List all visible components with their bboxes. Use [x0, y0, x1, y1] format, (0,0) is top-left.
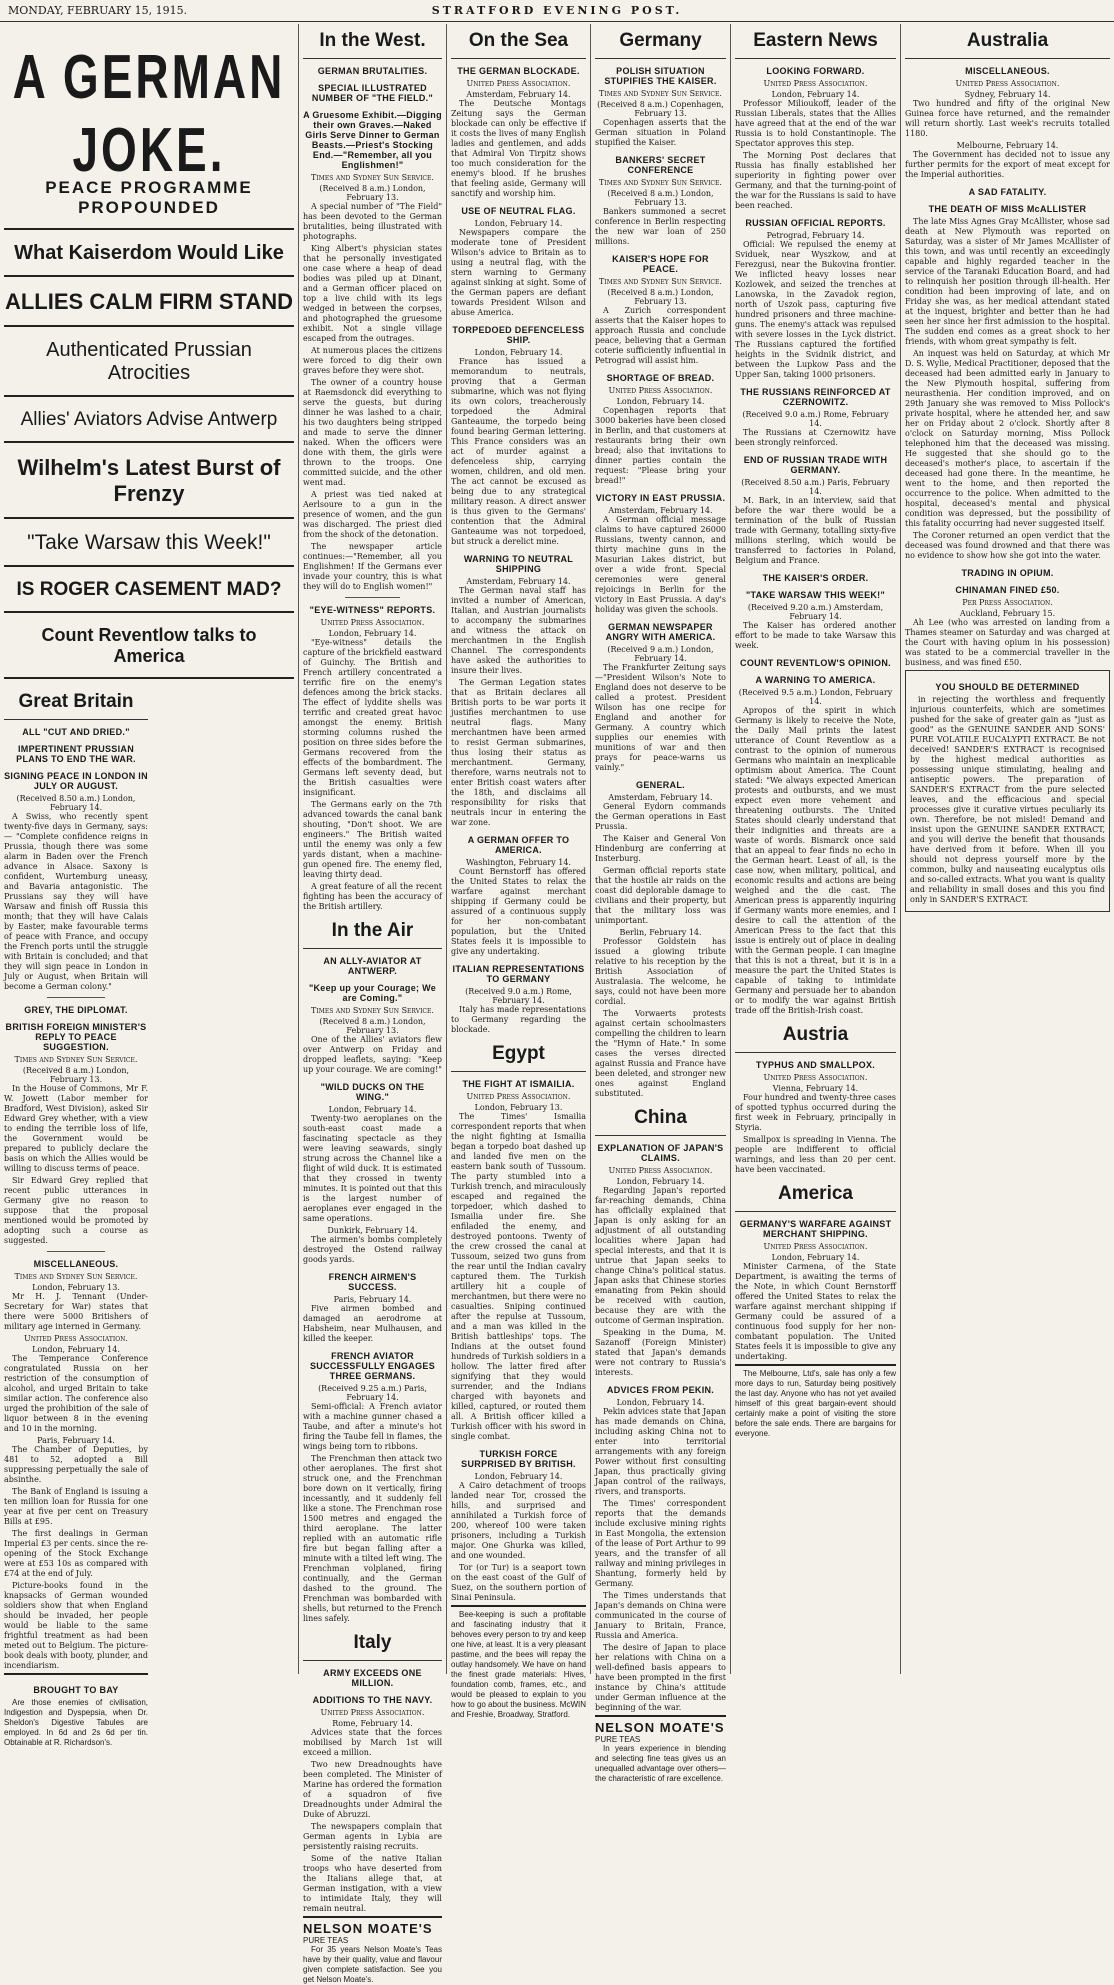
dateline: Vienna, February 14.	[772, 1084, 859, 1093]
article-text: A special number of "The Field" has been devoted to the German brutalities, being illustrated with photographs.	[303, 202, 442, 241]
article-text: Some of the native Italian troops who have deserted from the Italians allege that, at German instigation, with a view to intimidate Italy, they will remain neutral.	[303, 1854, 442, 1913]
article-text: A Cairo detachment of troops landed near Tor, crossed the hills, and surprised and annihilated a Turkish force of 200, whereof 100 were taken prisoners, including a Turkish major. One Ghurka was killed, and one wounded.	[451, 1481, 586, 1560]
byline: United Press Association.	[763, 79, 868, 88]
subhead: GREY, THE DIPLOMAT.	[24, 1005, 128, 1015]
byline: United Press Association.	[466, 79, 571, 88]
dateline: London, February 14.	[32, 1345, 120, 1354]
dateline: (Received 9.20 a.m.) Amsterdam, February 14.	[747, 603, 884, 621]
headline-casement: IS ROGER CASEMENT MAD?	[4, 573, 294, 613]
masthead	[0, 0, 1114, 22]
subhead: CHINAMAN FINED £50.	[955, 585, 1060, 595]
subhead: SPECIAL ILLUSTRATED NUMBER OF "THE FIELD."	[311, 83, 434, 103]
article-text: Apropos of the spirit in which Germany is likely to receive the Note, the Daily Mail prints the latest utterance of Count Reventlow as a contrast to the opinion of numerous Germans who maintain an inexplicable optimism about America. The Count stated: "We always expected American protests and outbursts, and we must expect even more vehement and threatening outbursts. The United States should clearly understand that their indignities and threats are a waste of words. Bismarck once said that an appeal to fear finds no echo in the German heart. Least of all, is the case now, when military, political, and economic results and actions are being weighed and the die cast. The American press is apparently inquiring if Germany wants more enemies, and I desire to call the attention of the American Press to the fact that this issue is entirely out of place in dealing with the German people. I can imagine that this is not a threat, but it is in a measure the part the United States is capable of taking to intimidate Germany and persuade her to abandon or to modify the war against British trade off the British-Irish coast.	[735, 706, 896, 1015]
ad-text: The Melbourne, Ltd's, sale has only a few more days to run, Saturday being positively the last day. Anyone who has not yet availed himself of this great bargain-event should certainly make a point of visiting the store before the sale ends. There are bargains for everyone.	[735, 1369, 896, 1438]
article-text: Copenhagen reports that 3000 bakeries have been closed in Berlin, and that customers at restaurants bring their own bread; also that invitations to dinner parties contain the request: "Please bring your bread!"	[595, 406, 726, 485]
article-text: The newspaper article continues:—"Remember, all you Englishmen! If the Germans ever invade your country, this is what they will do to English women!"	[303, 542, 442, 591]
dateline: Amsterdam, February 14.	[608, 793, 713, 802]
ad-text: Are those enemies of civilisation, Indigestion and Dyspepsia, when Dr. Sheldon's Digestive Tabules are employed. In 6d and 2s 6d per tin. Obtainable at R. Richardson's.	[4, 1698, 148, 1747]
subhead: A GERMAN OFFER TO AMERICA.	[467, 835, 570, 855]
article-text: Picture-books found in the knapsacks of German wounded soldiers show that when England should be invaded, her people would be liable to the same frightful treatment as had been meted out to Belgium. The picture-book deals with booty, plunder, and incendiarism.	[4, 1581, 148, 1670]
article-text: Twenty-two aeroplanes on the south-east coast made a fascinating spectacle as they were leaving seawards, singly strung across the Channel like a flight of wild duck. It is estimated that they crossed in twenty minutes. It is pointed out that this is the largest number of aeroplanes ever engaged in the same operations.	[303, 1114, 442, 1223]
article-text: The German Legation states that as Britain declares all British ports to be war ports it justifies merchantmen to use neutral flags. Many merchantmen have been armed to resist German submarines, thus losing their status as merchantment. Germany, therefore, warns neutrals not to enter British coast waters after the 18th, and disclaims all responsibility for risks that neutrals incur in entering the war zone.	[451, 678, 586, 827]
ad-text: Bee-keeping is such a profitable and fascinating industry that it behoves every person to try and keep one hive, at least. It is a very pleasant pastime, and the bees will repay the outlay handsomely. We have on hand the finest grade materials: Hives, foundation comb, frames, etc., and would be pleased to explain to you how to go about the business. McWIN and Freshie, Broadway, Stratford.	[451, 1610, 586, 1719]
byline: Times and Sydney Sun Service.	[311, 173, 434, 182]
subhead: GENERAL.	[636, 780, 685, 790]
byline: United Press Association.	[763, 1242, 868, 1251]
dateline: Paris, February 14.	[333, 1295, 412, 1304]
article-text: Tor (or Tur) is a seaport town on the east coast of the Gulf of Suez, on the southern portion of Sinai Peninsula.	[451, 1563, 586, 1602]
article-text: A Zurich correspondent asserts that the Kaiser hopes to approach Russia and conclude peace, believing that a German coterie sufficiently influential in Petrograd will assist him.	[595, 306, 726, 365]
paper-title: STRATFORD EVENING POST.	[431, 4, 683, 17]
subhead: VICTORY IN EAST PRUSSIA.	[595, 493, 726, 503]
subhead: MISCELLANEOUS.	[965, 66, 1050, 76]
subhead: "Keep up your Courage; We are Coming."	[308, 983, 437, 1003]
byline: United Press Association.	[763, 1073, 868, 1082]
ad-title: YOU SHOULD BE DETERMINED	[935, 682, 1080, 692]
article-text: The German naval staff has invited a number of American, Italian, and Austrian journalists to accompany the submarines and witness the attack on merchantmen in the English Channel. The correspondents have asked the authorities to insure their lives.	[451, 586, 586, 675]
article-text: Speaking in the Duma, M. Sazanoff (Foreign Minister) stated that Japan's demands were not contrary to Russia's interests.	[595, 1328, 726, 1377]
subhead: THE RUSSIANS REINFORCED AT CZERNOWITZ.	[740, 387, 891, 407]
article-text: Bankers summoned a secret conference in Berlin respecting the new war loan of 250 millions.	[595, 207, 726, 246]
column-3	[447, 24, 590, 1719]
advertisement	[451, 1605, 586, 1720]
article-text: King Albert's physician states that he personally investigated one case where a heap of dead bodies was piled up at Dinant, and a German officer placed on top a live child with its legs wedged in between the corpses, and photographed the gruesome exhibit. Not a single village escaped from the outrages.	[303, 244, 442, 343]
dateline: Washington, February 14.	[466, 858, 571, 867]
dateline: (Received 8 a.m.) London, February 13.	[319, 1017, 426, 1035]
byline: United Press Association.	[466, 1092, 571, 1101]
subhead: ADDITIONS TO THE NAVY.	[312, 1695, 433, 1705]
byline: United Press Association.	[320, 1708, 425, 1717]
article-text: The Morning Post declares that Russia has finally established her superiority in fighting power over Germany, and that the turning-point of the war for the Russians is said to have been reached.	[735, 151, 896, 210]
subhead: THE GERMAN BLOCKADE.	[457, 66, 580, 76]
byline: Times and Sydney Sun Service.	[599, 89, 722, 98]
byline: United Press Association.	[608, 386, 713, 395]
headline-atrocities: Authenticated Prussian Atrocities	[4, 333, 294, 397]
section-egypt: Egypt	[451, 1037, 586, 1072]
article-text: The Chamber of Deputies, by 481 to 52, adopted a Bill suppressing perpetually the sale of absinthe.	[4, 1445, 148, 1484]
subhead: MISCELLANEOUS.	[33, 1259, 119, 1269]
ad-subtitle: PURE TEAS	[303, 1936, 349, 1945]
dateline: Rome, February 14.	[332, 1719, 413, 1728]
article-text: The newspapers complain that German agents in Lybia are persistently raising recruits.	[303, 1822, 442, 1851]
article-text: Five airmen bombed and damaged an aerodrome at Habsheim, near Mulhausen, and killed the keeper.	[303, 1304, 442, 1343]
article-text: The Kaiser has ordered another effort to be made to take Warsaw this week.	[735, 621, 896, 650]
article-text: In the House of Commons, Mr F. W. Jowett (Labor member for Bradford, West Division), asked Sir Edward Grey whether, with a view to ending the terrible loss of life, the Government would be prepared to publicly declare the basis on which the Allies would be willing to discuss terms of peace.	[4, 1084, 148, 1173]
subhead: GERMANY'S WARFARE AGAINST MERCHANT SHIPPING.	[739, 1219, 892, 1239]
advertisement	[595, 1715, 726, 1784]
dateline: Melbourne, February 14.	[956, 141, 1059, 150]
article-text: A great feature of all the recent fighting has been the accuracy of the British artillery.	[303, 882, 442, 911]
headline-reventlow: Count Reventlow talks to America	[4, 619, 294, 679]
article-text: A priest was tied naked at Aerlsoure to a gun in the presence of women, and the gun was discharged. The priest died from the shock of the detonation.	[303, 490, 442, 539]
article-text: The Vorwaerts protests against certain schoolmasters compelling the children to learn the "Hymn of Hate." In some cases the verses directed against Russia and France have been deleted, and stronger new ones against England substituted.	[595, 1009, 726, 1098]
byline: Times and Sydney Sun Service.	[14, 1272, 138, 1281]
subhead: POLISH SITUATION STUPIFIES THE KAISER.	[604, 66, 717, 86]
subhead: THE DEATH OF MISS McALLISTER	[928, 204, 1087, 214]
issue-date: MONDAY, FEBRUARY 15, 1915.	[8, 4, 188, 17]
dateline: London, February 14.	[771, 1253, 860, 1262]
dateline: (Received 9.25 a.m.) Paris, February 14.	[318, 1384, 427, 1402]
byline: United Press Association.	[955, 79, 1060, 88]
subhead: THE KAISER'S ORDER.	[762, 573, 869, 583]
dateline: (Received 8 a.m.) London, February 13.	[22, 1066, 130, 1084]
dateline: Amsterdam, February 14.	[608, 506, 713, 515]
section-italy: Italy	[303, 1626, 442, 1661]
article-text: Professor Milioukoff, leader of the Russian Liberals, states that the Allies have agreed that at the end of the war Russia is to hold Constantinople. The Spectator approves this step.	[735, 99, 896, 148]
article-text: The Germans early on the 7th advanced towards the canal bank shouting, "Don't shoot. We are engineers." The British waited until the enemy was only a few yards distant, when a machine-gun opened fire. The enemy fled, leaving thirty dead.	[303, 800, 442, 879]
subhead: TORPEDOED DEFENCELESS SHIP.	[452, 325, 585, 345]
subhead: A SAD FATALITY.	[968, 187, 1047, 197]
article-text: M. Bark, in an interview, said that before the war there would be a termination of the bulk of Russian trade with Germany, totalling sixty-five millions sterling, which would be transferred to factories in Poland, Belgium and France.	[735, 496, 896, 565]
column-1	[0, 24, 298, 1747]
section-great-britain: Great Britain	[4, 685, 148, 720]
byline: Per Press Association.	[962, 598, 1053, 607]
section-on-the-sea: On the Sea	[451, 24, 586, 59]
dateline: London, February 14.	[771, 90, 860, 99]
article-text: Pekin advices state that Japan has made demands on China, including asking China not to enter into territorial arrangements with any foreign Power without first consulting Japan, thus practically giving Japan control of the railways, rivers, and transports.	[595, 1407, 726, 1496]
article-text: A Swiss, who recently spent twenty-five days in Germany, says:— "Complete confidence reigns in Prussia, though there was some alarm in Baden over the French advance in Alsace. Saxony is confident, Wurtemburg uneasy, and Bavaria antagonistic. The Prussians say they will have Warsaw and finish off Russia this month; that they will have Calais by Easter, make favourable terms of peace with France, and occupy the French ports until the struggle with Britain is concluded; and that they will sign peace in London in July or August, when Britain will become a German colony."	[4, 812, 148, 991]
headline-wilhelm: Wilhelm's Latest Burst of Frenzy	[4, 449, 294, 519]
dateline: London, February 13.	[32, 1283, 120, 1292]
section-china: China	[595, 1101, 726, 1136]
ad-text: For 35 years Nelson Moate's Teas have by their quality, value and flavour given complete satisfaction. See you get Nelson Moate's.	[303, 1945, 442, 1984]
advertisement	[303, 1916, 442, 1985]
dateline: (Received 9.0 a.m.) Rome, February 14.	[465, 987, 572, 1005]
subhead: BANKERS' SECRET CONFERENCE	[615, 155, 706, 175]
byline: United Press Association.	[320, 618, 425, 627]
dateline: (Received 8 a.m.) London, February 13.	[607, 288, 714, 306]
subhead: ADVICES FROM PEKIN.	[606, 1385, 715, 1395]
article-text: Copenhagen asserts that the German situation in Poland stupified the Kaiser.	[595, 118, 726, 147]
article-text: The owner of a country house at Raemsdonck did everything to serve the guests, but during dinner he was lashed to a chair, his two daughters being stripped and made to serve the dinner naked. When the officers were done with them, the girls were thrown to the troops. One committed suicide, and the other went mad.	[303, 378, 442, 487]
dateline: Sydney, February 14.	[964, 90, 1051, 99]
dateline: Petrograd, February 14.	[766, 231, 865, 240]
article-text: The Frenchman then attack two other aeroplanes. The first shot struck one, and the Frenchman bore down on it vertically, firing incessantly, and it suddenly fell like a stone. The Frenchman rose 1500 metres and engaged the third aeroplane. The latter replied with an automatic rifle fire but began falling after a minute with a tilted left wing. The Frenchman volplaned, firing continually, and the German dashed to the ground. The Frenchman was bombarded with shells, but returned to the French lines safely.	[303, 1454, 442, 1623]
byline: Times and Sydney Sun Service.	[599, 178, 722, 187]
article-text: Two new Dreadnoughts have been completed. The Minister of Marine has ordered the formation of a squadron of five Dreadnoughts under Admiral the Duke of Abruzzi.	[303, 1760, 442, 1819]
subhead: "EYE-WITNESS" REPORTS.	[309, 605, 436, 615]
subhead: WARNING TO NEUTRAL SHIPPING	[463, 554, 574, 574]
byline: Times and Sydney Sun Service.	[311, 1006, 434, 1015]
article-text: The Frankfurter Zeitung says—"President Wilson's Note to England does not deserve to be called a protest. President Wilson has one recipe for England and another for Germany. A country which supplies our enemies with munitions of war and then prays for peace-warns us vainly."	[595, 663, 726, 772]
subhead: "WILD DUCKS ON THE WING."	[320, 1082, 425, 1102]
article-text: The Russians at Czernowitz have been strongly reinforced.	[735, 428, 896, 447]
column-2-lower-placeholder	[154, 685, 294, 1750]
article-text: General Eydorn commands the German operations in East Prussia.	[595, 802, 726, 831]
ad-text: in rejecting the worthless and frequently injurious counterfeits, which are sometimes pushed for the sake of greater gain as "just as good" as the GENUINE SANDER AND SONS' PURE VOLATILE EUCALYPTI EXTRACT. Be not deceived! SANDER'S EXTRACT is recognised by the highest medical authorities as possessing unique stimulating, healing and antiseptic powers. The preparation of SANDER'S EXTRACT from the pure selected leaves, and the efficacious and special processes give it curative virtues peculiarly its own. Therefore, be not misled! Demand and insist upon the GENUINE SANDER EXTRACT, and you will derive the benefit that thousands have derived from it before. When ill you should not depress yourself more by the common, bulky and nauseating eucalyptus oils and so-called extracts. What you want is quality and reliability in small doses and this you find only in SANDER'S EXTRACT.	[910, 695, 1105, 904]
headline-kaiserdom: What Kaiserdom Would Like	[4, 236, 294, 277]
article-text: "Eye-witness" details the capture of the brickfield eastward of Guinchy. The British and French artillery concentrated a terrific fire on the enemy's defences among the brick stacks. The effect of lyddite shells was terrific and created great havoc amongst the enemy. British storming columns rushed the position on three sides before the Germans recovered from the effects of the bombardment. The Germans left seventy dead, but the British casualties were insignificant.	[303, 638, 442, 797]
article-text: Mr H. J. Tennant (Under-Secretary for War) states that there were 5000 Britishers of military age interned in Germany.	[4, 1292, 148, 1331]
subhead: RUSSIAN OFFICIAL REPORTS.	[745, 218, 886, 228]
article-text: The Times' Ismailia correspondent reports that when the night fighting at Ismailia began a torpedo boat dashed up and landed five men on the eastern bank south of Tussoum. The party stumbled into a Turkish trench, and miraculously escaped and regained the torpedoer, which dashed to Ismailia under fire. She enfiladed the enemy, and destroyed pontoons. Twenty of the crew crossed the canal at Tussoum, seized two guns from the rear until the Indian cavalry captured them. The Turkish artillery hit a couple of merchantmen, but there were no casualties. Sniping continued after the repulse at Tussoum, and a man was killed in the British battleships' tops. The Indians at the outset found hundreds of Turkish soldiers in a hollow. The latter fired after signifying that they would surrender, and the Indians charged with bayonets and killed, captured, or routed them all. A British officer killed a Turkish officer with his sword in single combat.	[451, 1112, 586, 1441]
dateline: London, February 13.	[474, 1103, 563, 1112]
subhead: KAISER'S HOPE FOR PEACE.	[612, 254, 709, 274]
advertisement	[4, 1673, 148, 1748]
dateline: (Received 9.5 a.m.) London, February 14.	[738, 688, 893, 706]
dateline: Amsterdam, February 14.	[466, 90, 571, 99]
subhead: LOOKING FORWARD.	[766, 66, 865, 76]
column-2	[299, 24, 446, 1984]
subhead: TYPHUS AND SMALLPOX.	[755, 1060, 876, 1070]
headline-aviators: Allies' Aviators Advise Antwerp	[4, 403, 294, 443]
ad-brand: NELSON MOATE'S	[303, 1921, 433, 1936]
dateline: London, February 14.	[616, 397, 705, 406]
headline-peace: PEACE PROGRAMME PROPOUNDED	[4, 172, 294, 230]
subhead: ALL "CUT AND DRIED."	[22, 727, 130, 737]
dateline: London, February 14.	[474, 348, 563, 357]
section-america: America	[735, 1177, 896, 1212]
dateline: Berlin, February 14.	[619, 928, 702, 937]
dateline: (Received 8 a.m.) London, February 13.	[319, 184, 426, 202]
section-in-the-west: In the West.	[303, 24, 442, 59]
subhead: A WARNING TO AMERICA.	[755, 675, 876, 685]
byline: United Press Association.	[608, 1166, 713, 1175]
byline: Times and Sydney Sun Service.	[599, 277, 722, 286]
subhead: END OF RUSSIAN TRADE WITH GERMANY.	[743, 455, 888, 475]
section-eastern-news: Eastern News	[735, 24, 896, 59]
article-text: The airmen's bombs completely destroyed the Ostend railway goods yards.	[303, 1235, 442, 1264]
subhead: A Gruesome Exhibit.—Digging their own Graves.—Naked Girls Serve Dinner to German Beasts.—Priest's Stocking End.—"Remember, all you Englishmen!"	[303, 110, 442, 170]
article-text: Italy has made representations to Germany regarding the blockade.	[451, 1005, 586, 1034]
dateline: (Received 8.50 a.m.) Paris, February 14.	[741, 478, 890, 496]
subhead: FRENCH AVIATOR SUCCESSFULLY ENGAGES THREE GERMANS.	[309, 1351, 436, 1381]
article-text: At numerous places the citizens were forced to dig their own graves before they were shot.	[303, 346, 442, 375]
article-text: The late Miss Agnes Gray McAllister, whose sad death at New Plymouth was reported on Saturday, was a sister of Mr James McAllister of this town, and was until recently an exceedingly capable and highly regarded teacher in the service of the Taranaki Education Board, and had to relinquish her position through ill-health. Her condition had been improving of late, and on Friday she was, as her medical attendant stated at the inquest, brighter and better than he had seen her since her first admission to the hospital. The sudden end comes as a great shock to her friends, with whom great sympathy is felt.	[905, 217, 1110, 346]
article-text: The Times' correspondent reports that the demands include exclusive mining rights in East Mongolia, the extension of the lease of Port Arthur to 99 years, and the transfer of all railway and mining privileges in Shantung, formerly held by Germany.	[595, 1499, 726, 1588]
article-text: Minister Carmena, of the State Department, is awaiting the terms of the Note, in which Count Bernstorff offered the United States to relax the warfare against merchant shipping if Germany could be assured of a continuous food supply for her non-combatant population. The United States feels it is impossible to give any undertaking.	[735, 1262, 896, 1361]
subhead: GERMAN NEWSPAPER ANGRY WITH AMERICA.	[605, 622, 716, 642]
article-text: The Temperance Conference congratulated Russia on her restriction of the consumption of alcohol, and urged Britain to take similar action. The conference also urged the prohibition of the sale of liquor between 8 in the evening and 10 in the morning.	[4, 1354, 148, 1433]
subhead: ARMY EXCEEDS ONE MILLION.	[323, 1668, 422, 1688]
article-text: One of the Allies' aviators flew over Antwerp on Friday and dropped leaflets, saying: "Keep up your courage. We are coming!"	[303, 1035, 442, 1074]
subhead: AN ALLY-AVIATOR AT ANTWERP.	[323, 956, 422, 976]
article-text: Smallpox is spreading in Vienna. The people are indifferent to official warnings, and less than 20 per cent. have been vaccinated.	[735, 1135, 896, 1174]
article-text: The first dealings in German Imperial £3 per cents. since the re-opening of the Stock Exchange were at £53 10s as compared with £74 at the end of July.	[4, 1529, 148, 1578]
article-text: The Kaiser and General Von Hindenburg are conferring at Insterburg.	[595, 834, 726, 863]
article-text: Sir Edward Grey replied that recent public utterances in Germany give no reason to suppose that the proposal mentioned would be promoted by adopting such a course as suggested.	[4, 1176, 148, 1245]
article-text: The desire of Japan to place her relations with China on a well-defined basis appears to have been prompted in the first instance by China's attitude under German influence at the beginning of the war.	[595, 1643, 726, 1712]
subhead: GERMAN BRUTALITIES.	[317, 66, 428, 76]
section-in-the-air: In the Air	[303, 914, 442, 949]
dateline: Amsterdam, February 14.	[466, 577, 571, 586]
byline: Times and Sydney Sun Service.	[14, 1055, 138, 1064]
article-text: Professor Goldstein has issued a glowing tribute relative to his reception by the British Association of Australasia. The welcome, he says, could not have been more cordial.	[595, 937, 726, 1006]
dateline: London, February 14.	[328, 1105, 417, 1114]
dateline: London, February 14.	[616, 1398, 705, 1407]
section-australia: Australia	[905, 24, 1110, 59]
dateline: (Received 9.0 a.m.) Rome, February 14.	[742, 410, 889, 428]
ad-brand: NELSON MOATE'S	[595, 1720, 725, 1735]
column-6	[901, 24, 1114, 1676]
article-text: Ah Lee (who was arrested on landing from a Thames steamer on Saturday and was charged at the Court with having opium in his possession) was stated to be a commercial traveller in the business, and was fined £50.	[905, 618, 1110, 667]
dateline: Auckland, February 15.	[959, 609, 1056, 618]
article-text: An inquest was held on Saturday, at which Mr D. S. Wylie, Medical Practitioner, deposed that the deceased had been admitted early in January to the New Plymouth hospital, suffering from neurasthenia. Her condition improved, and on 29th January she was removed to Miss Pollock's private hospital, where he attended her, and saw her on Friday about 2 o'clock. Shortly after 8 o'clock on Saturday morning, Miss Pollock telephoned him that the deceased was missing. He suggested that she should go to the deceased's mother's place, to ascertain if the deceased had gone there. In the meantime, he went to the home, and then reported the occurrence to the police. When admitted to the hospital, deceased's mental and physical condition was depressed, but the possibility of this fatality occurring had never suggested itself.	[905, 349, 1110, 528]
article-text: Count Bernstorff has offered the United States to relax the warfare against merchant shipping if Germany could be assured of a continuous supply for her non-combatant population, but the United States feels it is impossible to give any undertaking.	[451, 867, 586, 956]
subhead: EXPLANATION OF JAPAN'S CLAIMS.	[597, 1143, 724, 1163]
dateline: London, February 14.	[474, 219, 563, 228]
main-headline: A GERMAN JOKE.	[12, 41, 286, 185]
article-text: Regarding Japan's reported far-reaching demands, China has officially explained that Japan is only asking for an adjustment of all outstanding localities where Japan had special interests, and that it is untrue that Japan seeks to change China's political status. Japan asks that Chinese stories emanating from Pekin should be received with caution, because they are with the outcome of German inspiration.	[595, 1186, 726, 1325]
advertisement	[735, 1364, 896, 1439]
article-text: Advices state that the forces mobilised by March 1st will exceed a million.	[303, 1728, 442, 1757]
advertisement	[905, 670, 1110, 912]
column-4	[591, 24, 730, 1783]
dateline: London, February 14.	[616, 1177, 705, 1186]
article-text: Official: We repulsed the enemy at Sviduek, near Wyszkow, and at Ferezgusi, near the Bukovina frontier. We inflicted heavy losses near Kozlowek, and seized the trenches at Lanowska, in the Zavadok region, north of Uszok pass, capturing five hundred prisoners and three machine-guns. The enemy's attack was repulsed with severe losses in the Lyck district. The Russians captured the fortified heights in the Svidnik district, and between the Lupkow Pass and the Upper San, taking 1000 prisoners.	[735, 240, 896, 379]
dateline: (Received 9 a.m.) London, February 14.	[607, 645, 714, 663]
dateline: (Received 8 a.m.) London, February 13.	[607, 189, 714, 207]
ad-title: BROUGHT TO BAY	[33, 1685, 119, 1695]
article-text: The Times understands that Japan's demands on China were communicated in the course of January to Britain, France, Russia and America.	[595, 1591, 726, 1640]
dateline: Dunkirk, February 14.	[327, 1226, 418, 1235]
article-text: The Coroner returned an open verdict that the deceased was found drowned and that there was no evidence to show how she got into the water.	[905, 531, 1110, 560]
article-text: German official reports state that the hostile air raids on the coast did deplorable damage to civilians and their property, but that the military loss was unimportant.	[595, 866, 726, 925]
byline: United Press Association.	[24, 1334, 128, 1343]
dateline: (Received 8 a.m.) Copenhagen, February 13.	[597, 100, 724, 118]
subhead: BRITISH FOREIGN MINISTER'S REPLY TO PEACE SUGGESTION.	[5, 1022, 147, 1052]
subhead: SHORTAGE OF BREAD.	[606, 373, 715, 383]
article-text: Semi-official: A French aviator with a machine gunner chased a Taube, and after a minute's hot firing the Taube fell in flames, the wings being torn to ribbons.	[303, 1402, 442, 1451]
column-5	[731, 24, 900, 1676]
ad-subtitle: PURE TEAS	[595, 1735, 641, 1744]
article-text: A German official message claims to have captured 26000 Russians, twenty cannon, and thirty machine guns in the Masurian Lakes district, but over a wide front. Special ceremonies were general rejoicings in Berlin for the victory in East Prussia. A day's holiday was given the schools.	[595, 515, 726, 614]
dateline: London, February 14.	[328, 629, 417, 638]
subhead: TRADING IN OPIUM.	[961, 568, 1054, 578]
subhead: "TAKE WARSAW THIS WEEK!"	[745, 590, 886, 600]
headline-warsaw: "Take Warsaw this Week!"	[4, 525, 294, 567]
subhead: FRENCH AIRMEN'S SUCCESS.	[328, 1272, 417, 1292]
dateline: London, February 14.	[474, 1472, 563, 1481]
subhead: TURKISH FORCE SURPRISED BY BRITISH.	[461, 1449, 576, 1469]
article-text: Four hundred and twenty-three cases of spotted typhus occurred during the first week in February, principally in Styria.	[735, 1093, 896, 1132]
subhead: THE FIGHT AT ISMAILIA.	[462, 1079, 575, 1089]
subhead: USE OF NEUTRAL FLAG.	[461, 206, 576, 216]
article-text: Newspapers compare the moderate tone of President Wilson's advice to Britain as to using a neutral flag, with the stern warning to Germany against sinking at sight. Some of the German papers are defiant towards President Wilson and abuse America.	[451, 228, 586, 317]
subhead: COUNT REVENTLOW'S OPINION.	[740, 658, 891, 668]
headline-allies: ALLIES CALM FIRM STAND	[4, 283, 294, 327]
section-germany: Germany	[595, 24, 726, 59]
section-austria: Austria	[735, 1018, 896, 1053]
article-text: The Government has decided not to issue any further permits for the export of meat except for the Imperial authorities.	[905, 150, 1110, 179]
article-text: The Deutsche Montags Zeitung says the German blockade can only be effective if it costs the lives of many English ladies and gentlemen, and adds that Admiral Von Tirpitz shows too much consideration for the enemy's blood. If he brushes that feeling aside, Germany will sanctify and worship him.	[451, 99, 586, 198]
article-text: Two hundred and fifty of the original New Guinea force have returned, and the remainder will return shortly. Last week's recruits totalled 1180.	[905, 99, 1110, 138]
subhead: SIGNING PEACE IN LONDON IN JULY OR AUGUST.	[4, 771, 148, 791]
dateline: (Received 8.50 a.m.) London, February 14.	[16, 794, 136, 812]
article-text: The Bank of England is issuing a ten million loan for Russia for one year at five per cent on Treasury Bills at £95.	[4, 1487, 148, 1526]
subhead: ITALIAN REPRESENTATIONS TO GERMANY	[452, 964, 585, 984]
dateline: Paris, February 14.	[37, 1436, 115, 1445]
article-text: France has issued a memorandum to neutrals, proving that a German submarine, which was not flying its own colors, treacherously torpedoed the Admiral Ganteaume, the torpedo being found bearing German lettering. This France considers was an act of murder against a defenceless ship, carrying women, children, and old men. The act cannot be excused as being due to any strategical military reason. A direct answer is thus given to the Germans' contention that the Admiral Ganteaume was not torpedoed, but struck a derelict mine.	[451, 357, 586, 546]
ad-text: In years experience in blending and selecting fine teas gives us an unequalled advantage over others—the characteristic of rare excellence.	[595, 1744, 726, 1783]
subhead: IMPERTINENT PRUSSIAN PLANS TO END THE WAR.	[16, 744, 136, 764]
